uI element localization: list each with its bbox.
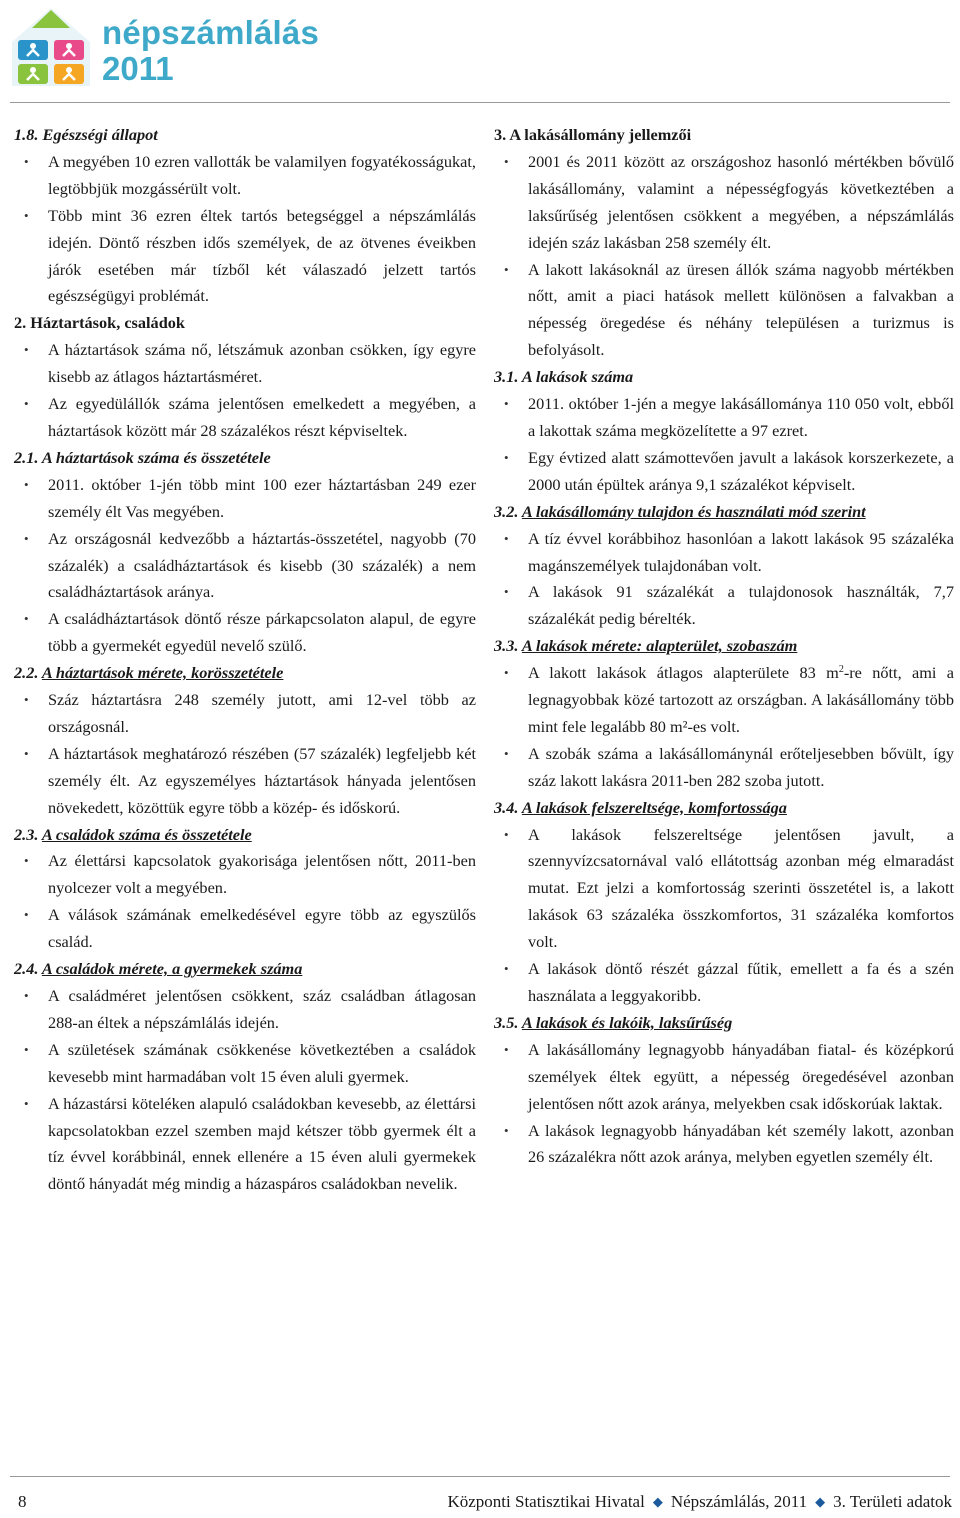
section-heading-3-1: 3.1. A lakások száma (494, 367, 634, 387)
section-list-2-4 (14, 983, 476, 1198)
list-item: • A házastársi köteléken alapuló családokban kevesebb, az élettársi kapcsolatokban ezzel szemben majd kétszer több gyermek élt a tíz évvel korábbinál, ennek ellenére a 15 éven aluli gyermekek döntő hányadát még mindig a házaspáros családokban nevelik. (14, 1091, 476, 1199)
logo-year: 2011 (102, 50, 174, 87)
header-divider (10, 102, 950, 103)
list-item: • 2011. október 1-jén a megye lakásállománya 110 050 volt, ebből a lakottak száma megközelítette a 97 ezret. (494, 391, 954, 445)
list-item: • A szobák száma a lakásállománynál erőteljesebben bővült, így száz lakott lakásra 2011-ben 282 szoba jutott. (494, 741, 954, 795)
list-item: • A születések számának csökkenése következtében a családok kevesebb mint harmadában volt 15 éven aluli gyermek. (14, 1037, 476, 1091)
list-item: • A háztartások száma nő, létszámuk azonban csökken, így egyre kisebb az átlagos háztartásméret. (14, 337, 476, 391)
section-list-3-4 (494, 822, 954, 1010)
list-item: • A családháztartások döntő része párkapcsolaton alapul, de egyre több a gyermekét egyedül nevelő szülő. (14, 606, 476, 660)
section-list-2-1 (14, 472, 476, 660)
list-item: • A válások számának emelkedésével egyre több az egyszülős család. (14, 902, 476, 956)
logo-title: népszámlálás (102, 14, 320, 51)
section-heading-2: 2. Háztartások, családok (14, 313, 185, 333)
footer-divider (10, 1476, 950, 1477)
section-heading-3-2: 3.2. A lakásállomány tulajdon és használati mód szerint (494, 501, 866, 521)
diamond-icon: ◆ (652, 1494, 663, 1509)
section-heading-2-1: 2.1. A háztartások száma és összetétele (14, 447, 271, 467)
list-item: • 2011. október 1-jén több mint 100 ezer háztartásban 249 ezer személy élt Vas megyében. (14, 472, 476, 526)
section-heading-2-4: 2.4. A családok mérete, a gyermekek száma (14, 959, 303, 979)
list-item: • A lakott lakásoknál az üresen állók száma nagyobb mértékben nőtt, amit a piaci hatások mellett különösen a falvakban a népesség öregedése és néhány településen a turizmus is befolyásolt. (494, 257, 954, 365)
section-heading-3-4: 3.4. A lakások felszereltsége, komfortossága (494, 797, 787, 817)
list-item: • 2001 és 2011 között az országoshoz hasonló mértékben bővülő lakásállomány, valamint a népességfogyás következtében a laksűrűség jelentősen csökkent a megyében, a népszámlálás idején száz lakásban 258 személy élt. (494, 149, 954, 257)
list-item: • A megyében 10 ezren vallották be valamilyen fogyatékosságukat, legtöbbjük mozgássérült volt. (14, 149, 476, 203)
list-item: • Az országosnál kedvezőbb a háztartás-összetétel, nagyobb (70 százalék) a családháztartások és kisebb (30 százalék) a nem családháztartások aránya. (14, 526, 476, 607)
list-item: • Az élettársi kapcsolatok gyakorisága jelentősen nőtt, 2011-ben nyolcezer volt a megyében. (14, 848, 476, 902)
section-list-3 (494, 149, 954, 364)
list-item: • A lakások felszereltsége jelentősen javult, a szennyvízcsatornával való ellátottság azonban még elmaradást mutat. Ezt jelzi a komfortosság szerinti összetétel is, a lakott lakások 63 százaléka összkomfortos, 31 százaléka komfortos volt. (494, 822, 954, 957)
section-list-3-3 (494, 660, 954, 795)
section-heading-2-2: 2.2. A háztartások mérete, korösszetétele (14, 663, 284, 683)
section-heading-3-5: 3.5. A lakások és lakóik, laksűrűség (494, 1012, 733, 1032)
footer-publisher: Központi Statisztikai Hivatal (447, 1492, 645, 1511)
section-heading-2-3: 2.3. A családok száma és összetétele (14, 824, 252, 844)
list-item: • Száz háztartásra 248 személy jutott, ami 12-vel több az országosnál. (14, 687, 476, 741)
left-column (14, 122, 476, 1198)
list-item: • A lakásállomány legnagyobb hányadában fiatal- és középkorú személyek éltek együtt, a népesség öregedésével azonban jelentősen nőtt azok aránya, melyekben csak időskorúak laktak. (494, 1037, 954, 1118)
section-list-2 (14, 337, 476, 445)
list-item: • A lakások legnagyobb hányadában két személy lakott, azonban 26 százalékra nőtt azok aránya, melyben egyetlen személy élt. (494, 1118, 954, 1172)
diamond-icon: ◆ (815, 1494, 826, 1509)
list-item: • A lakások döntő részét gázzal fűtik, emellett a fa és a szén használata a leggyakoribb. (494, 956, 954, 1010)
right-column (494, 122, 954, 1171)
list-item: • A lakott lakások átlagos alapterülete 83 $m^2-re$ nőtt, ami a legnagyobbak közé tartozott az országban. A lakásállomány több mint fele legalább 80 m²-es volt. (494, 660, 954, 741)
list-item: • Az egyedülállók száma jelentősen emelkedett a megyében, a háztartások között már 28 százalékos részt képviseltek. (14, 391, 476, 445)
section-list-2-3 (14, 848, 476, 956)
footer-series: Népszámlálás, 2011 (670, 1492, 808, 1511)
census-logo (10, 6, 320, 88)
section-list-3-5 (494, 1037, 954, 1172)
list-item: • Egy évtized alatt számottevően javult a lakások korszerkezete, a 2000 után épültek aránya 9,1 százalékot képviselt. (494, 445, 954, 499)
list-item: • A családméret jelentősen csökkent, száz családban átlagosan 288-an éltek a népszámlálás idején. (14, 983, 476, 1037)
list-item: • A lakások 91 százalékát a tulajdonosok használták, 7,7 százalékát pedig bérelték. (494, 579, 954, 633)
section-list-1-8 (14, 149, 476, 310)
list-item: • Több mint 36 ezren éltek tartós betegséggel a népszámlálás idején. Döntő részben idős személyek, de az ötvenes éveikben járók esetében már tízből két válaszadó jelzett tartós egészségügyi problémát. (14, 203, 476, 311)
footer-info (447, 1492, 952, 1512)
section-list-3-2 (494, 526, 954, 634)
section-heading-1-8: 1.8. Egészségi állapot (14, 125, 158, 144)
census-logo-icon (10, 6, 92, 88)
list-item: • A háztartások meghatározó részében (57 százalék) legfeljebb két személy élt. Az egyszemélyes háztartások hányada jelentősen növekedett, közöttük egyre több a közép- és időskorú. (14, 741, 476, 822)
section-list-3-1 (494, 391, 954, 499)
list-item: • A tíz évvel korábbihoz hasonlóan a lakott lakások 95 százaléka magánszemélyek tulajdonában volt. (494, 526, 954, 580)
section-heading-3: 3. A lakásállomány jellemzői (494, 125, 692, 144)
page-number: 8 (18, 1492, 27, 1511)
footer-volume: 3. Területi adatok (833, 1492, 952, 1511)
section-heading-3-3: 3.3. A lakások mérete: alapterület, szobaszám (494, 636, 798, 656)
section-list-2-2 (14, 687, 476, 822)
